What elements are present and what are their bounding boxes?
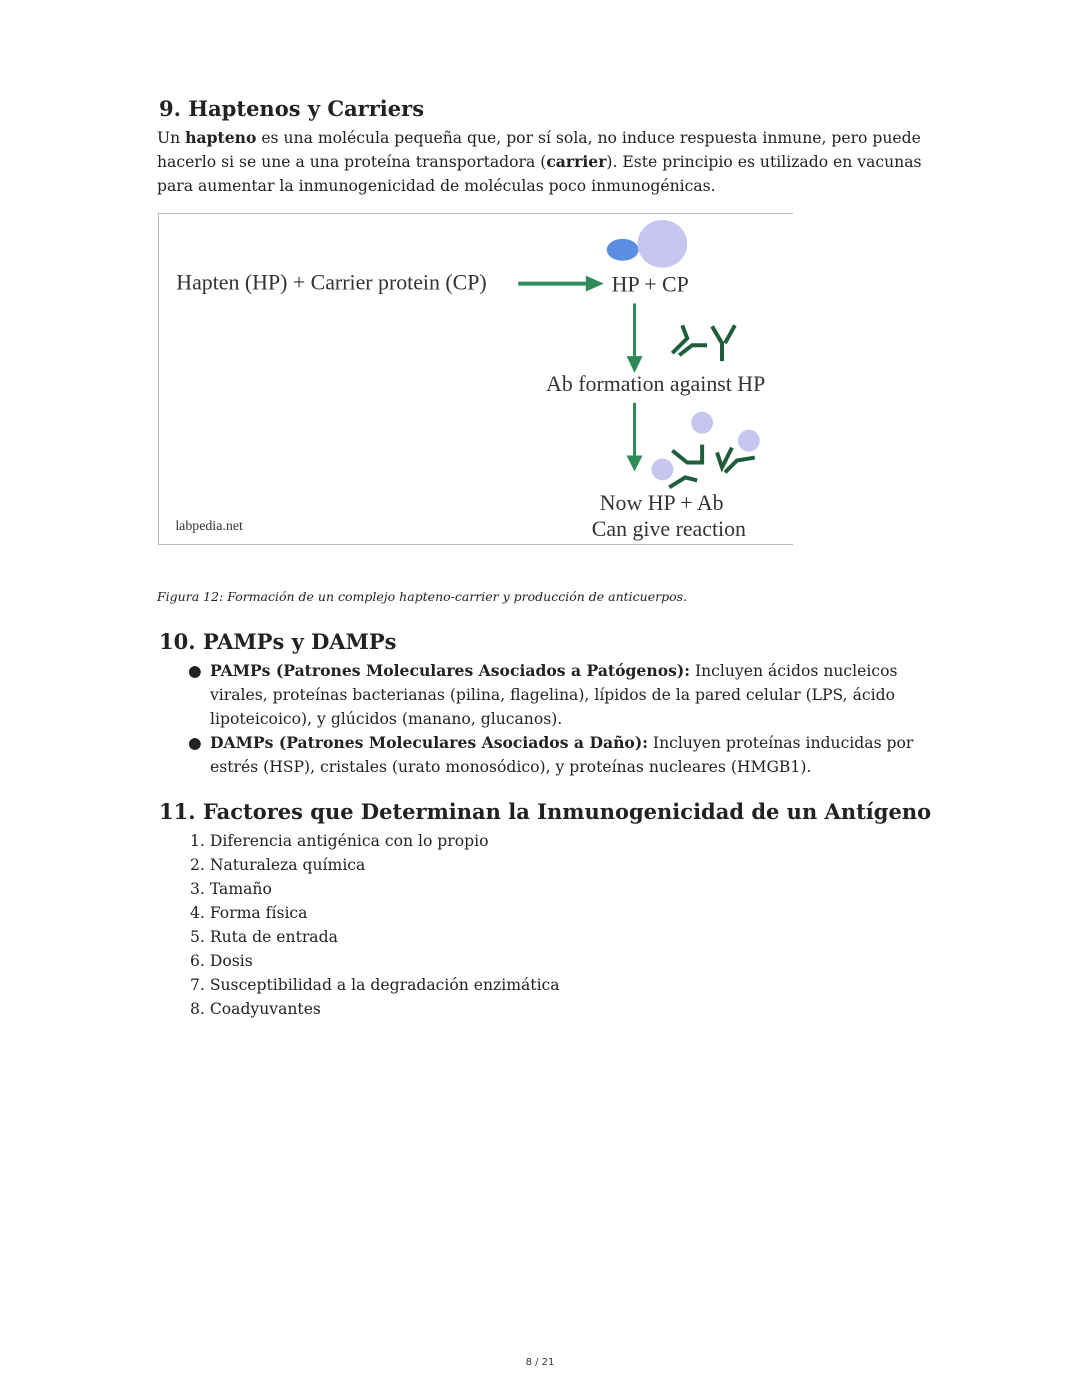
bold-term: hapteno [185, 128, 257, 147]
paragraph [157, 126, 937, 198]
factors-list [190, 829, 560, 1021]
bullet-icon: ● [188, 662, 202, 680]
text: Incluyen ácidos nucleicos virales, proteínas bacterianas (pilina, flagelina), lípidos de la pared celular (LPS, ácido lipoteicoico), y glúcidos (manano, glucanos). [210, 662, 898, 728]
arrowhead-icon [627, 456, 643, 472]
label-ab-formation: Ab formation against HP [546, 371, 766, 396]
list-item [188, 659, 920, 731]
watermark: labpedia.net [175, 519, 243, 535]
list-item [188, 731, 920, 779]
list-item: 3. Tamaño [190, 880, 272, 898]
list-item: 4. Forma física [190, 904, 308, 922]
list-item: 5. Ruta de entrada [190, 928, 338, 946]
carrier-shape [638, 220, 688, 268]
label-hp-cp: HP + CP [611, 272, 689, 297]
label-can-give-reaction: Can give reaction [591, 517, 746, 542]
section-heading: 10. PAMPs y DAMPs [159, 629, 397, 654]
section-heading: 11. Factores que Determinan la Inmunogenicidad de un Antígeno [159, 799, 932, 824]
hapten-carrier-figure [158, 213, 793, 545]
hapten-circle [738, 430, 760, 452]
text: ). Este principio es utilizado en vacunas para aumentar la inmunogenicidad de moléculas poco inmunogénicas. [157, 153, 922, 195]
hapten-circle [651, 459, 673, 481]
text: es una molécula pequeña que, por sí sola, no induce respuesta inmune, pero puede hacerlo si se une a una proteína transportadora ( [157, 129, 921, 171]
text: Un [157, 129, 186, 147]
figure-caption: Figura 12: Formación de un complejo hapteno-carrier y producción de anticuerpos. [157, 589, 688, 604]
arrowhead-icon [627, 356, 643, 373]
figure-diagram [159, 214, 793, 544]
label-hapten-carrier: Hapten (HP) + Carrier protein (CP) [176, 270, 487, 295]
bullet-icon: ● [188, 734, 202, 752]
list-item: 8. Coadyuvantes [190, 1000, 321, 1018]
section-heading: 9. Haptenos y Carriers [159, 96, 425, 121]
arrowhead-icon [586, 276, 604, 292]
label-now-hp-ab: Now HP + Ab [599, 491, 724, 516]
list-item: 7. Susceptibilidad a la degradación enzimática [190, 976, 560, 994]
antibody-icon [672, 325, 735, 361]
list-item: 6. Dosis [190, 952, 253, 970]
hapten-circle [691, 412, 713, 434]
bold-term: PAMPs (Patrones Moleculares Asociados a Patógenos): [210, 661, 691, 680]
bold-term: carrier [546, 152, 607, 171]
text: Incluyen proteínas inducidas por estrés (HSP), cristales (urato monosódico), y proteínas nucleares (HMGB1). [210, 734, 914, 776]
antibody-complex-icon [669, 445, 754, 488]
list-item: 2. Naturaleza química [190, 856, 366, 874]
page-number: 8 / 21 [525, 1357, 555, 1368]
bold-term: DAMPs (Patrones Moleculares Asociados a Daño): [210, 733, 648, 752]
hapten-shape [607, 239, 639, 261]
pamps-damps-list [188, 659, 920, 779]
list-item: 1. Diferencia antigénica con lo propio [190, 832, 489, 850]
